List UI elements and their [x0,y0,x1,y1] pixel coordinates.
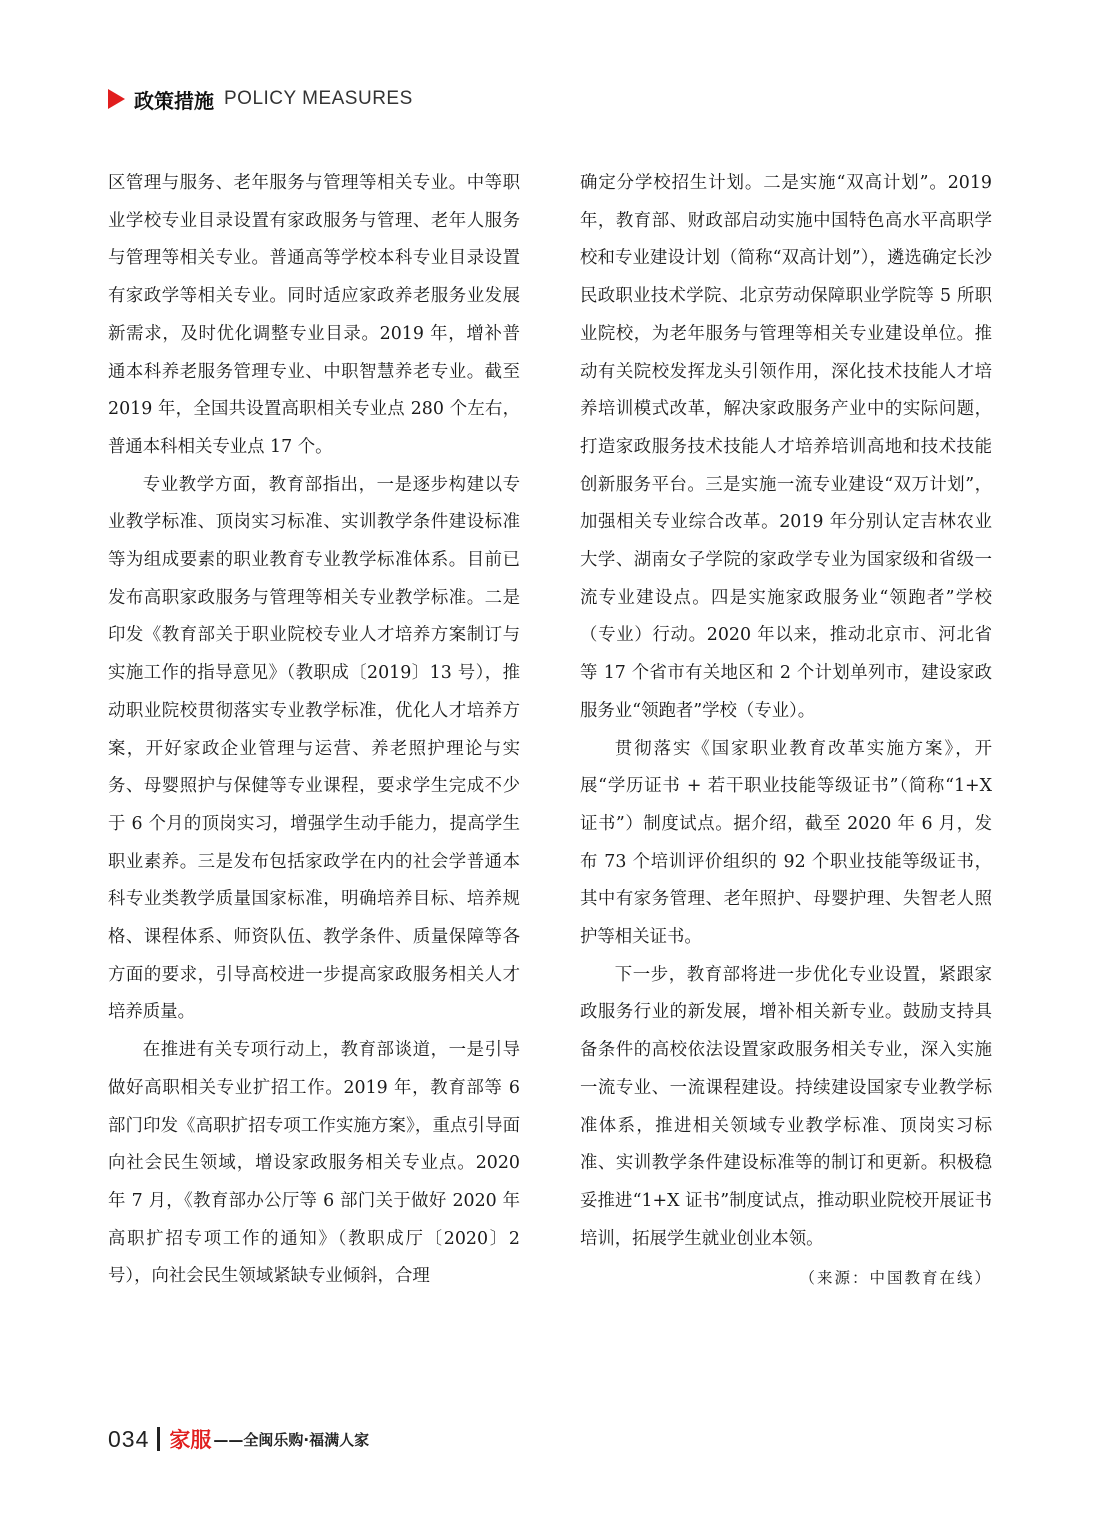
play-triangle-icon [108,89,125,109]
paragraph: 确定分学校招生计划。二是实施“双高计划”。2019 年，教育部、财政部启动实施中国特色高水平高职学校和专业建设计划（简称“双高计划”），遴选确定长沙民政职业技术学院、北京劳动保障职业学院等 5 所职业院校，为老年服务与管理等相关专业建设单位。推动有关院校发挥龙头引领作用，深化技术技能人才培养培训模式改革，解决家政服务产业中的实际问题，打造家政服务技术技能人才培养培训高地和技术技能创新服务平台。三是实施一流专业建设“双万计划”，加强相关专业综合改革。2019 年分别认定吉林农业大学、湖南女子学院的家政学专业为国家级和省级一流专业建设点。四是实施家政服务业“领跑者”学校（专业）行动。2020 年以来，推动北京市、河北省等 17 个省市有关地区和 2 个计划单列市，建设家政服务业“领跑者”学校（专业）。 [580,173,992,721]
magazine-slogan: ——全闽乐购·福满人家 [213,1430,370,1449]
page-footer [108,1422,369,1456]
section-title-en: POLICY MEASURES [224,88,413,109]
magazine-brand: 家服 [169,1428,212,1452]
paragraph: 专业教学方面，教育部指出，一是逐步构建以专业教学标准、顶岗实习标准、实训教学条件建设标准等为组成要素的职业教育专业教学标准体系。目前已发布高职家政服务与管理等相关专业教学标准。二是印发《教育部关于职业院校专业人才培养方案制订与实施工作的指导意见》（教职成〔2019〕13 号），推动职业院校贯彻落实专业教学标准，优化人才培养方案，开好家政企业管理与运营、养老照护理论与实务、母婴照护与保健等专业课程，要求学生完成不少于 6 个月的顶岗实习，增强学生动手能力，提高学生职业素养。三是发布包括家政学在内的社会学普通本科专业类教学质量国家标准，明确培养目标、培养规格、课程体系、师资队伍、教学条件、质量保障等各方面的要求，引导高校进一步提高家政服务相关人才培养质量。 [108,474,520,1023]
paragraph: 下一步，教育部将进一步优化专业设置，紧跟家政服务行业的新发展，增补相关新专业。鼓励支持具备条件的高校依法设置家政服务相关专业，深入实施一流专业、一流课程建设。持续建设国家专业教学标准体系，推进相关领域专业教学标准、顶岗实习标准、实训教学条件建设标准等的制订和更新。积极稳妥推进“1+X 证书”制度试点，推动职业院校开展证书培训，拓展学生就业创业本领。 [580,964,992,1249]
paragraph: 区管理与服务、老年服务与管理等相关专业。中等职业学校专业目录设置有家政服务与管理、老年人服务与管理等相关专业。普通高等学校本科专业目录设置有家政学等相关专业。同时适应家政养老服务业发展新需求，及时优化调整专业目录。2019 年，增补普通本科养老服务管理专业、中职智慧养老专业。截至 2019 年，全国共设置高职相关专业点 280 个左右，普通本科相关专业点 17 个。 [108,173,520,457]
source-credit: （来源：中国教育在线） [799,1269,992,1288]
footer-divider [157,1427,160,1451]
right-column [580,165,992,1298]
page-number: 034 [108,1425,150,1452]
section-header [108,84,413,114]
left-column [108,165,520,1296]
paragraph: 贯彻落实《国家职业教育改革实施方案》，开展“学历证书 + 若干职业技能等级证书”（简称“1+X 证书”）制度试点。据介绍，截至 2020 年 6 月，发布 73 个培训评价组织的 92 个职业技能等级证书，其中有家务管理、老年照护、母婴护理、失智老人照护等相关证书。 [580,738,992,948]
paragraph: 在推进有关专项行动上，教育部谈道，一是引导做好高职相关专业扩招工作。2019 年，教育部等 6 部门印发《高职扩招专项工作实施方案》，重点引导面向社会民生领域，增设家政服务相关专业点。2020 年 7 月，《教育部办公厅等 6 部门关于做好 2020 年高职扩招专项工作的通知》（教职成厅〔2020〕2 号），向社会民生领域紧缺专业倾斜，合理 [108,1040,520,1287]
section-title-cn: 政策措施 [134,88,214,113]
